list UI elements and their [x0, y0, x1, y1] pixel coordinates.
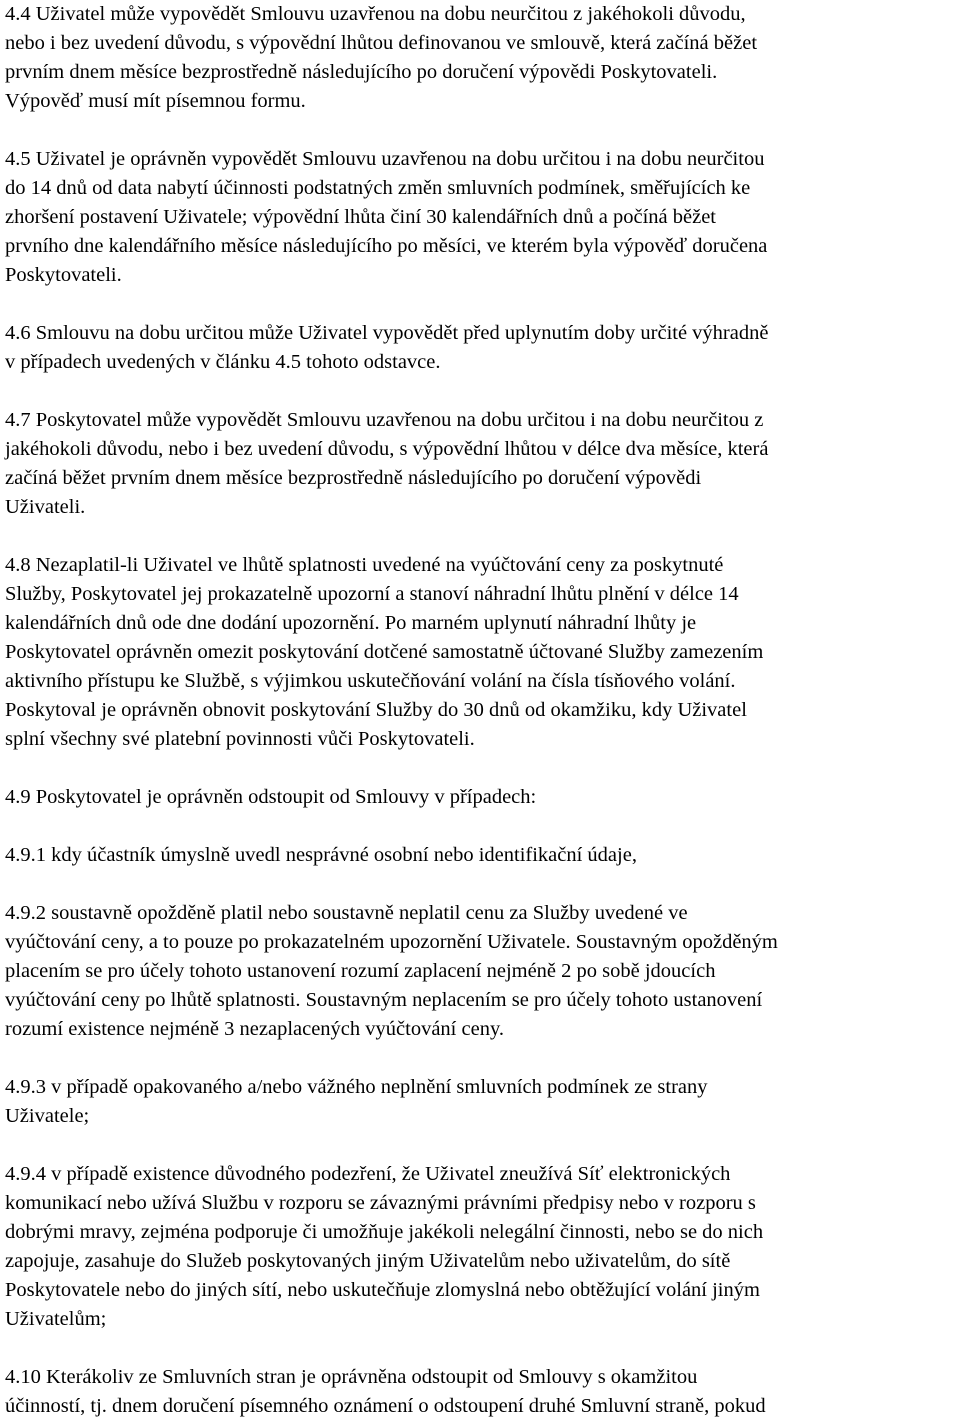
paragraph-spacer: [5, 812, 957, 841]
paragraph-spacer: [5, 1334, 957, 1363]
text-line: rozumí existence nejméně 3 nezaplacených vyúčtování ceny.: [5, 1018, 504, 1040]
text-line: vyúčtování ceny, a to pouze po prokazatelném upozornění Uživatele. Soustavným opožděným: [5, 931, 778, 953]
paragraph-4-9-4: [5, 1160, 957, 1334]
paragraph-4-10: [5, 1363, 957, 1421]
paragraph-4-5: [5, 145, 957, 290]
text-line: Uživatelům;: [5, 1308, 107, 1330]
text-line: Služby, Poskytovatel jej prokazatelně upozorní a stanoví náhradní lhůtu plnění v délce 14: [5, 583, 739, 605]
text-line: 4.9.4 v případě existence důvodného podezření, že Uživatel zneužívá Síť elektronických: [5, 1163, 731, 1185]
paragraph-spacer: [5, 870, 957, 899]
text-line: 4.5 Uživatel je oprávněn vypovědět Smlouvu uzavřenou na dobu určitou i na dobu neurčitou: [5, 148, 765, 170]
text-line: prvním dnem měsíce bezprostředně následujícího po doručení výpovědi Poskytovateli.: [5, 61, 718, 83]
text-line: komunikací nebo užívá Službu v rozporu se závaznými právními předpisy nebo v rozporu s: [5, 1192, 756, 1214]
paragraph-spacer: [5, 754, 957, 783]
text-line: 4.9.1 kdy účastník úmyslně uvedl nesprávné osobní nebo identifikační údaje,: [5, 844, 637, 866]
text-line: jakéhokoli důvodu, nebo i bez uvedení důvodu, s výpovědní lhůtou v délce dva měsíce, která: [5, 438, 769, 460]
text-line: 4.9.2 soustavně opožděně platil nebo soustavně neplatil cenu za Služby uvedené ve: [5, 902, 688, 924]
paragraph-4-9-1: [5, 841, 957, 870]
text-line: kalendářních dnů ode dne dodání upozornění. Po marném uplynutí náhradní lhůty je: [5, 612, 697, 634]
text-line: 4.6 Smlouvu na dobu určitou může Uživatel vypovědět před uplynutím doby určité výhradně: [5, 322, 769, 344]
paragraph-spacer: [5, 377, 957, 406]
text-line: 4.9.3 v případě opakovaného a/nebo vážného neplnění smluvních podmínek ze strany: [5, 1076, 708, 1098]
paragraph-4-7: [5, 406, 957, 522]
text-line: 4.10 Kterákoliv ze Smluvních stran je oprávněna odstoupit od Smlouvy s okamžitou: [5, 1366, 698, 1388]
text-line: zhoršení postavení Uživatele; výpovědní lhůta činí 30 kalendářních dnů a počíná běžet: [5, 206, 716, 228]
text-line: dobrými mravy, zejména podporuje či umožňuje jakékoli nelegální činnosti, nebo se do nich: [5, 1221, 764, 1243]
text-line: nebo i bez uvedení důvodu, s výpovědní lhůtou definovanou ve smlouvě, která začíná běžet: [5, 32, 758, 54]
text-line: zapojuje, zasahuje do Služeb poskytovaných jiným Uživatelům nebo uživatelům, do sítě: [5, 1250, 731, 1272]
text-line: 4.4 Uživatel může vypovědět Smlouvu uzavřenou na dobu neurčitou z jakéhokoli důvodu,: [5, 3, 746, 25]
text-line: prvního dne kalendářního měsíce následujícího po měsíci, ve kterém byla výpověď doručena: [5, 235, 768, 257]
paragraph-4-9: [5, 783, 957, 812]
text-line: Poskytoval je oprávněn obnovit poskytování Služby do 30 dnů od okamžiku, kdy Uživatel: [5, 699, 747, 721]
paragraph-spacer: [5, 522, 957, 551]
paragraph-4-8: [5, 551, 957, 754]
paragraph-4-4: [5, 0, 957, 116]
paragraph-4-9-2: [5, 899, 957, 1044]
paragraph-spacer: [5, 290, 957, 319]
text-line: 4.9 Poskytovatel je oprávněn odstoupit od Smlouvy v případech:: [5, 786, 537, 808]
text-line: 4.7 Poskytovatel může vypovědět Smlouvu uzavřenou na dobu určitou i na dobu neurčitou z: [5, 409, 764, 431]
document-page: [5, 0, 957, 1421]
text-line: splní všechny své platební povinnosti vůči Poskytovateli.: [5, 728, 475, 750]
text-line: Poskytovatel oprávněn omezit poskytování dotčené samostatně účtované Služby zamezením: [5, 641, 764, 663]
text-line: Uživatele;: [5, 1105, 90, 1127]
paragraph-4-6: [5, 319, 957, 377]
text-line: začíná běžet prvním dnem měsíce bezprostředně následujícího po doručení výpovědi: [5, 467, 702, 489]
text-line: placením se pro účely tohoto ustanovení rozumí zaplacení nejméně 2 po sobě jdoucích: [5, 960, 716, 982]
text-line: účinností, tj. dnem doručení písemného oznámení o odstoupení druhé Smluvní straně, pokud: [5, 1395, 766, 1417]
paragraph-spacer: [5, 1131, 957, 1160]
text-line: v případech uvedených v článku 4.5 tohoto odstavce.: [5, 351, 441, 373]
paragraph-spacer: [5, 116, 957, 145]
text-line: 4.8 Nezaplatil-li Uživatel ve lhůtě splatnosti uvedené na vyúčtování ceny za poskytnuté: [5, 554, 724, 576]
paragraph-4-9-3: [5, 1073, 957, 1131]
text-line: aktivního přístupu ke Službě, s výjimkou uskutečňování volání na čísla tísňového volání.: [5, 670, 736, 692]
paragraph-spacer: [5, 1044, 957, 1073]
text-line: Poskytovatele nebo do jiných sítí, nebo uskutečňuje zlomyslná nebo obtěžující volání jiným: [5, 1279, 760, 1301]
text-line: Výpověď musí mít písemnou formu.: [5, 90, 306, 112]
text-line: Uživateli.: [5, 496, 86, 518]
text-line: vyúčtování ceny po lhůtě splatnosti. Soustavným neplacením se pro účely tohoto ustanovení: [5, 989, 763, 1011]
text-line: do 14 dnů od data nabytí účinnosti podstatných změn smluvních podmínek, směřujících ke: [5, 177, 751, 199]
text-line: Poskytovateli.: [5, 264, 122, 286]
